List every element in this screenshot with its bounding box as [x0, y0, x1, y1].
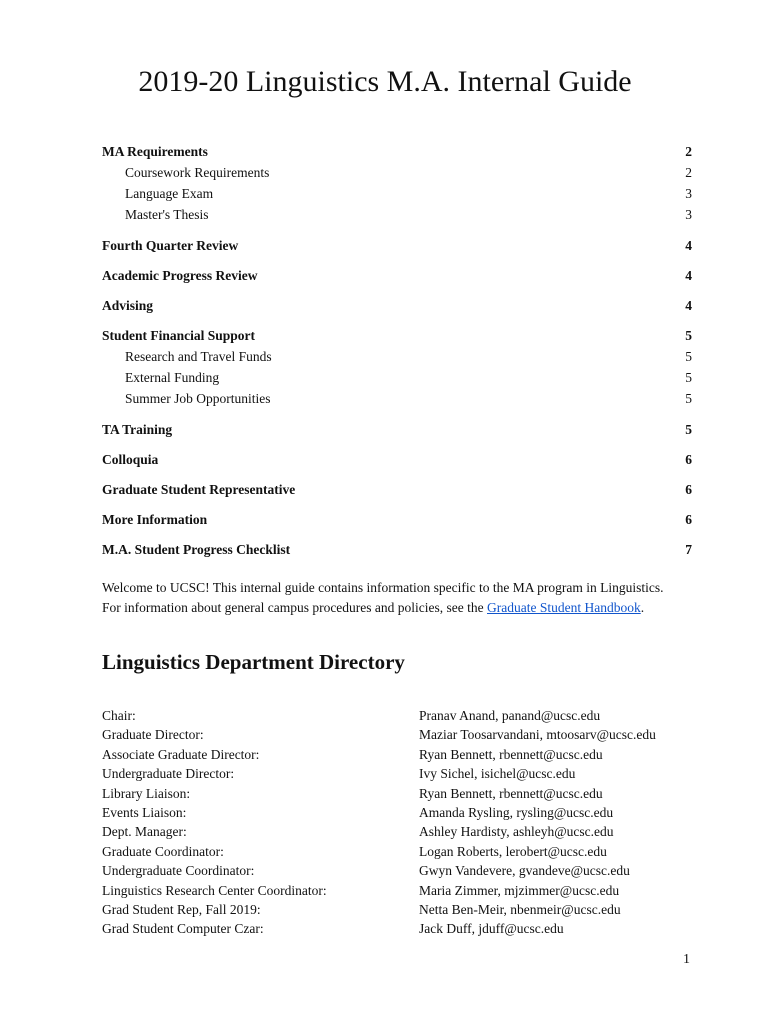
toc-entry-page: 4 [685, 298, 692, 313]
toc-entry-title: Language Exam [125, 186, 214, 201]
toc-entry-title: MA Requirements [102, 144, 208, 159]
toc-entry-title: M.A. Student Progress Checklist [102, 542, 291, 557]
directory-entry [102, 900, 702, 919]
toc-entry[interactable] [102, 368, 692, 388]
intro-line-1: Welcome to UCSC! This internal guide contains information specific to the MA program in Linguistics. [102, 580, 664, 595]
toc-entry-page: 5 [685, 422, 692, 437]
toc-entry-title: Fourth Quarter Review [102, 238, 239, 253]
toc-entry[interactable] [102, 389, 692, 409]
directory-entry [102, 706, 702, 725]
toc-entry-page: 4 [685, 238, 692, 253]
toc-entry-title: More Information [102, 512, 208, 527]
document-title: 2019-20 Linguistics M.A. Internal Guide [138, 65, 632, 98]
page-number: 1 [683, 952, 690, 967]
toc-entry[interactable] [102, 420, 692, 440]
toc-entry-title: Research and Travel Funds [125, 349, 272, 364]
intro-line-2-prefix: For information about general campus procedures and policies, see the [102, 600, 488, 615]
toc-entry-title: External Funding [125, 370, 220, 385]
directory-entry [102, 784, 702, 803]
toc-entry-page: 5 [685, 349, 692, 364]
toc-entry-page: 4 [685, 268, 692, 283]
directory-entry [102, 881, 702, 900]
directory-role: Library Liaison: [102, 785, 191, 801]
toc-entry-title: TA Training [102, 422, 173, 437]
toc-entry[interactable] [102, 266, 692, 286]
toc-entry-page: 3 [685, 207, 692, 222]
directory-person: Ryan Bennett, rbennett@ucsc.edu [419, 785, 603, 801]
directory-person: Logan Roberts, lerobert@ucsc.edu [419, 843, 607, 859]
toc-entry[interactable] [102, 347, 692, 367]
directory-role: Undergraduate Coordinator: [102, 863, 255, 879]
directory-entry [102, 919, 702, 938]
directory-role: Graduate Director: [102, 727, 204, 743]
directory-role: Undergraduate Director: [102, 766, 235, 782]
toc-entry-title: Summer Job Opportunities [125, 391, 271, 406]
directory-person: Pranav Anand, panand@ucsc.edu [419, 708, 601, 723]
directory-person: Netta Ben-Meir, nbenmeir@ucsc.edu [419, 902, 621, 917]
toc-entry-page: 6 [685, 482, 692, 497]
toc-entry-page: 3 [685, 186, 692, 201]
toc-entry-page: 5 [685, 328, 692, 343]
toc-entry[interactable] [102, 184, 692, 204]
directory-entry [102, 842, 702, 861]
toc-entry-title: Coursework Requirements [125, 165, 270, 180]
directory-role: Events Liaison: [102, 805, 187, 820]
directory-entry [102, 803, 702, 822]
directory-person: Maziar Toosarvandani, mtoosarv@ucsc.edu [419, 727, 656, 743]
directory-heading: Linguistics Department Directory [102, 650, 405, 674]
toc-entry-page: 6 [685, 512, 692, 527]
toc-entry-page: 2 [685, 144, 692, 159]
directory-role: Associate Graduate Director: [102, 746, 260, 762]
toc-entry[interactable] [102, 163, 692, 183]
directory-person: Ashley Hardisty, ashleyh@ucsc.edu [419, 824, 614, 840]
directory-role: Linguistics Research Center Coordinator: [102, 882, 327, 898]
toc-entry-title: Colloquia [102, 452, 159, 467]
directory-entry [102, 745, 702, 764]
graduate-handbook-link[interactable]: Graduate Student Handbook [487, 600, 641, 615]
toc-entry[interactable] [102, 450, 692, 470]
directory-role: Grad Student Computer Czar: [102, 921, 264, 937]
toc-entry-page: 2 [685, 165, 692, 180]
toc-entry[interactable] [102, 510, 692, 530]
directory-role: Chair: [102, 708, 136, 723]
toc-entry-title: Graduate Student Representative [102, 482, 296, 497]
toc-entry-page: 5 [685, 391, 692, 406]
directory-person: Jack Duff, jduff@ucsc.edu [419, 921, 564, 937]
directory-role: Dept. Manager: [102, 824, 187, 840]
toc-entry[interactable] [102, 296, 692, 316]
intro-paragraph [102, 578, 702, 618]
toc-entry-title: Student Financial Support [102, 328, 256, 343]
toc-entry[interactable] [102, 142, 692, 162]
directory-entry [102, 861, 702, 880]
toc-entry[interactable] [102, 480, 692, 500]
toc-entry-title: Academic Progress Review [102, 268, 258, 283]
toc-entry[interactable] [102, 205, 692, 225]
toc-entry-title: Advising [102, 298, 154, 313]
directory-role: Grad Student Rep, Fall 2019: [102, 902, 261, 917]
directory-person: Maria Zimmer, mjzimmer@ucsc.edu [419, 882, 620, 898]
toc-entry[interactable] [102, 326, 692, 346]
toc-entry-title: Master's Thesis [125, 207, 209, 222]
toc-entry-page: 5 [685, 370, 692, 385]
toc-entry-page: 6 [685, 452, 692, 467]
toc-entry[interactable] [102, 236, 692, 256]
directory-person: Amanda Rysling, rysling@ucsc.edu [419, 805, 614, 820]
directory-role: Graduate Coordinator: [102, 843, 224, 859]
directory-person: Ivy Sichel, isichel@ucsc.edu [419, 766, 576, 782]
toc-entry-page: 7 [685, 542, 692, 557]
directory-entry [102, 822, 702, 841]
directory-person: Ryan Bennett, rbennett@ucsc.edu [419, 746, 603, 762]
directory-entry [102, 764, 702, 783]
toc-entry[interactable] [102, 540, 692, 560]
directory-person: Gwyn Vandevere, gvandeve@ucsc.edu [419, 863, 630, 879]
intro-line-2-suffix: . [640, 600, 645, 615]
directory-entry [102, 725, 702, 744]
